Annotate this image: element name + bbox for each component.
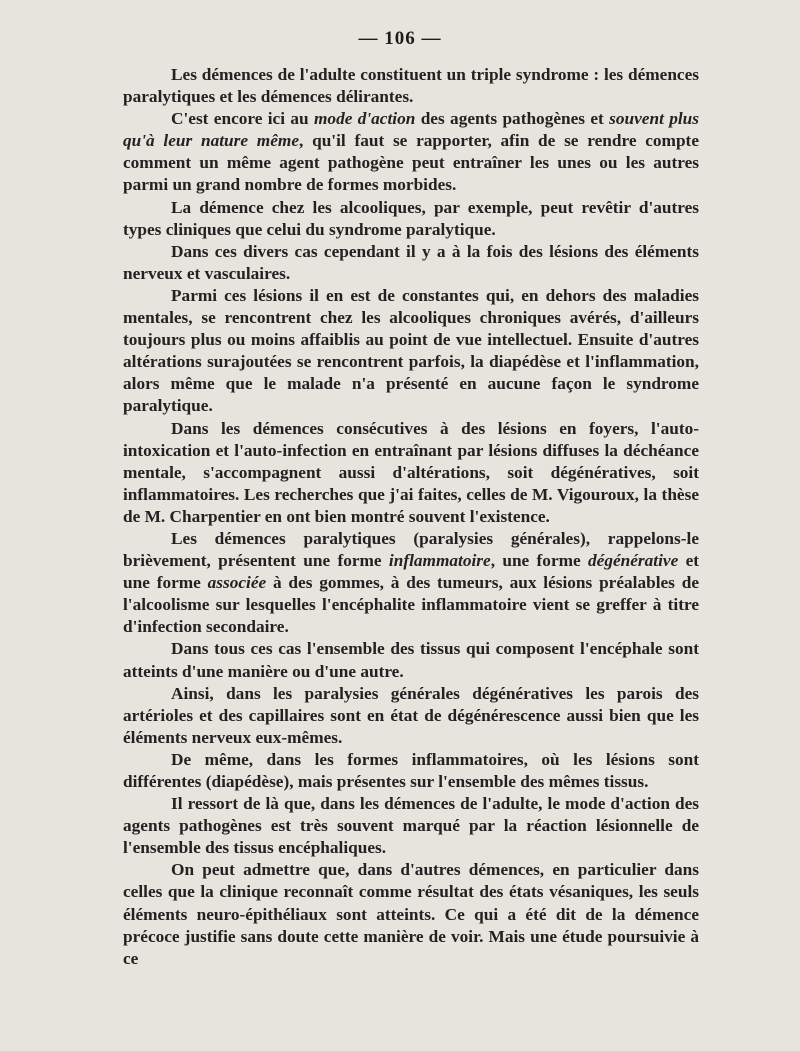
body-text: [123, 64, 699, 970]
text-run: C'est encore ici au: [171, 109, 314, 129]
text-run: des agents pathogènes et: [415, 109, 610, 129]
text-run: , une forme: [490, 551, 589, 571]
text-run: Les démences paralytiques (paralysies générales), rappelons-le brièvement, présentent une forme: [123, 528, 699, 571]
paragraph: De même, dans les formes inflammatoires, où les lésions sont différentes (diapédèse), mais présentes sur l'ensemble des mêmes tissus.: [123, 749, 699, 791]
italic-run: mode d'action: [313, 109, 416, 129]
paragraph: Dans tous ces cas l'ensemble des tissus qui composent l'encéphale sont atteints d'une manière ou d'une autre.: [123, 639, 699, 681]
paragraph: [123, 108, 699, 196]
paragraph: Ainsi, dans les paralysies générales dégénératives les parois des artérioles et des capillaires sont en état de dégénérescence aussi bien que les éléments nerveux eux-mêmes.: [123, 683, 699, 747]
paragraph: [123, 528, 699, 638]
text-run: , qu'il faut se rapporter, afin de se rendre compte comment un même agent pathogène peut entraîner les unes ou les autres parmi un grand nombre de formes morbides.: [123, 131, 699, 195]
page-number: — 106 —: [358, 28, 442, 49]
paragraph: Dans les démences consécutives à des lésions en foyers, l'auto-intoxication et l'auto-infection en entraînant par lésions diffuses la déchéance mentale, s'accompagnent aussi d'altérations, soit dégénératives, soit inflammatoires. Les recherches que j'ai faites, celles de M. Vigouroux, la thèse de M. Charpentier en ont bien montré souvent l'existence.: [123, 418, 699, 526]
paragraph: Parmi ces lésions il en est de constantes qui, en dehors des maladies mentales, se rencontrent chez les alcooliques chroniques avérés, d'ailleurs toujours plus ou moins affaiblis au point de vue intellectuel. Ensuite d'autres altérations surajoutées se rencontrent parfois, la diapédèse et l'inflammation, alors même que le malade n'a présenté en aucune façon le syndrome paralytique.: [123, 285, 699, 416]
italic-run: inflammatoire: [388, 551, 491, 571]
italic-run: associée: [207, 573, 267, 593]
italic-run: souvent plus qu'à leur nature même: [123, 109, 700, 151]
italic-run: dégénérative: [588, 551, 679, 571]
paragraph: On peut admettre que, dans d'autres démences, en particulier dans celles que la clinique reconnaît comme résultat des états vésaniques, les seuls éléments neuro-épithéliaux sont atteints. Ce qui a été dit de la démence précoce justifie sans doute cette manière de voir. Mais une étude poursuivie à ce: [123, 860, 699, 968]
text-run: à des gommes, à des tumeurs, aux lésions préalables de l'alcoolisme sur lesquelles l'encéphalite inflammatoire vient se greffer à titre d'infection secondaire.: [123, 573, 699, 637]
paragraph: La démence chez les alcooliques, par exemple, peut revêtir d'autres types cliniques que celui du syndrome paralytique.: [123, 197, 699, 239]
paragraph: Les démences de l'adulte constituent un triple syndrome : les démences paralytiques et les démences délirantes.: [123, 65, 699, 107]
text-run: et une forme: [123, 551, 700, 593]
paragraph: Dans ces divers cas cependant il y a à la fois des lésions des éléments nerveux et vasculaires.: [123, 241, 699, 283]
paragraph: Il ressort de là que, dans les démences de l'adulte, le mode d'action des agents pathogènes est très souvent marqué par la réaction lésionnelle de l'ensemble des tissus encéphaliques.: [123, 794, 699, 858]
